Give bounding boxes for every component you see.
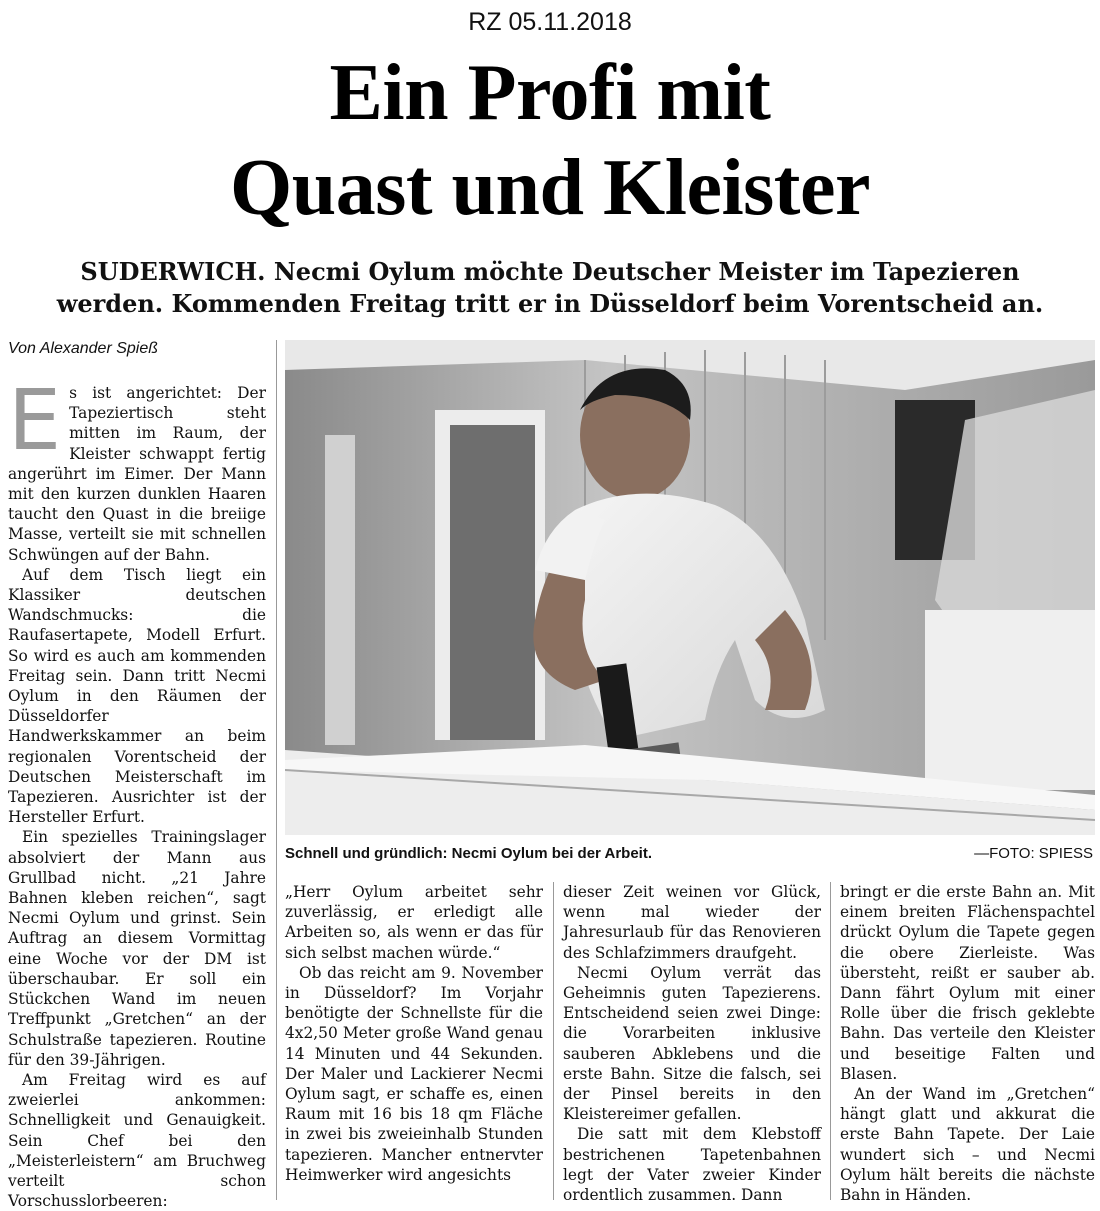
article-paragraph: Ein spezielles Trainingslager absolviert der Mann aus Grullbad nicht. „21 Jahre Bahnen kleben reichen“, sagt Necmi Oylum und grinst. Sein Auftrag an diesem Vormittag eine Woche vor der DM ist überschaubar. Er soll ein Stückchen Wand im neuen Treffpunkt „Gretchen“ an der Schulstraße tapezieren. Routine für den 39-Jährigen. <box>8 828 266 1069</box>
article-column-3 <box>563 882 821 1205</box>
article-paragraph: An der Wand im „Gretchen“ hängt glatt und akkurat die erste Bahn Tapete. Der Laie wundert sich – und Necmi Oylum hält bereits die nächste Bahn in Händen. <box>840 1085 1095 1205</box>
subhead-line-2: werden. Kommenden Freitag tritt er in Düsseldorf beim Vorentscheid an. <box>56 289 1044 318</box>
headline-line-2: Quast und Kleister <box>230 144 870 232</box>
subhead-line-1: SUDERWICH. Necmi Oylum möchte Deutscher Meister im Tapezieren <box>80 257 1020 286</box>
column-rule <box>276 340 277 1200</box>
column-rule <box>830 882 831 1200</box>
photo-credit: —FOTO: SPIESS <box>974 845 1093 862</box>
paragraph-text: s ist angerichtet: Der Tapeziertisch steht mitten im Raum, der Kleister schwappt fertig angerührt im Eimer. Der Mann mit den kurzen dunklen Haaren taucht den Quast in die breiige Masse, verteilt sie mit schnellen Schwüngen auf der Bahn. <box>8 384 266 564</box>
headline-line-1: Ein Profi mit <box>329 49 771 137</box>
article-paragraph: Am Freitag wird es auf zweierlei ankommen: Schnelligkeit und Genauigkeit. Sein Chef bei den „Meisterleistern“ am Bruchweg verteilt schon Vorschusslorbeeren: <box>8 1070 266 1211</box>
article-column-4 <box>840 882 1095 1205</box>
article-paragraph: Die satt mit dem Klebstoff bestrichenen Tapetenbahnen legt der Vater zweier Kinder ordentlich zusammen. Dann <box>563 1125 821 1205</box>
article-paragraph: dieser Zeit weinen vor Glück, wenn mal wieder der Jahresurlaub für das Renovieren des Schlafzimmers draufgeht. <box>563 883 821 962</box>
article-column-2 <box>285 882 543 1185</box>
article-paragraph: Necmi Oylum verrät das Geheimnis guten Tapezierens. Entscheidend seien zwei Dinge: die Vorarbeiten inklusive sauberen Abklebens und die erste Bahn. Sitze die falsch, sei der Pinsel bereits in den Kleistereimer gefallen. <box>563 963 821 1124</box>
photo-caption-bar <box>285 845 1095 862</box>
headline <box>0 46 1100 236</box>
article-paragraph: „Herr Oylum arbeitet sehr zuverlässig, er erledigt alle Arbeiten so, als wenn er das für sich selbst machen würde.“ <box>285 883 543 962</box>
article-paragraph: Auf dem Tisch liegt ein Klassiker deutschen Wandschmucks: die Raufasertapete, Modell Erfurt. So wird es auch am kommenden Freitag sein. Dann tritt Necmi Oylum in den Räumen der Düsseldorfer Handwerkskammer an beim regionalen Vorentscheid der Deutschen Meisterschaft im Tapezieren. Ausrichter ist der Hersteller Erfurt. <box>8 565 266 827</box>
dateline: RZ 05.11.2018 <box>468 8 632 36</box>
subhead <box>20 256 1080 320</box>
photo-man-wallpapering-icon <box>285 340 1095 835</box>
article-paragraph: Ob das reicht am 9. November in Düsseldorf? Im Vorjahr benötigte der Schnellste für die 4x2,50 Meter große Wand genau 14 Minuten und 44 Sekunden. Der Maler und Lackierer Necmi Oylum sagt, er schaffe es, einen Raum mit 16 bis 18 qm Fläche in zwei bis zweieinhalb Stunden tapezieren. Mancher entnervter Heimwerker wird angesichts <box>285 963 543 1184</box>
byline: Von Alexander Spieß <box>8 340 159 357</box>
article-paragraph <box>8 371 266 565</box>
column-rule <box>553 882 554 1200</box>
article-paragraph: bringt er die erste Bahn an. Mit einem breiten Flächenspachtel drückt Oylum die Tapete gegen die obere Zierleiste. Was übersteht, reißt er sauber ab. Dann fährt Oylum mit einer Rolle über die frisch geklebte Bahn. Das verteile den Kleister und beseitige Falten und Blasen. <box>840 883 1095 1083</box>
photo-caption: Schnell und gründlich: Necmi Oylum bei der Arbeit. <box>285 845 652 862</box>
drop-cap: E <box>8 371 62 469</box>
article-column-1 <box>8 371 266 1211</box>
article-photo <box>285 340 1095 835</box>
